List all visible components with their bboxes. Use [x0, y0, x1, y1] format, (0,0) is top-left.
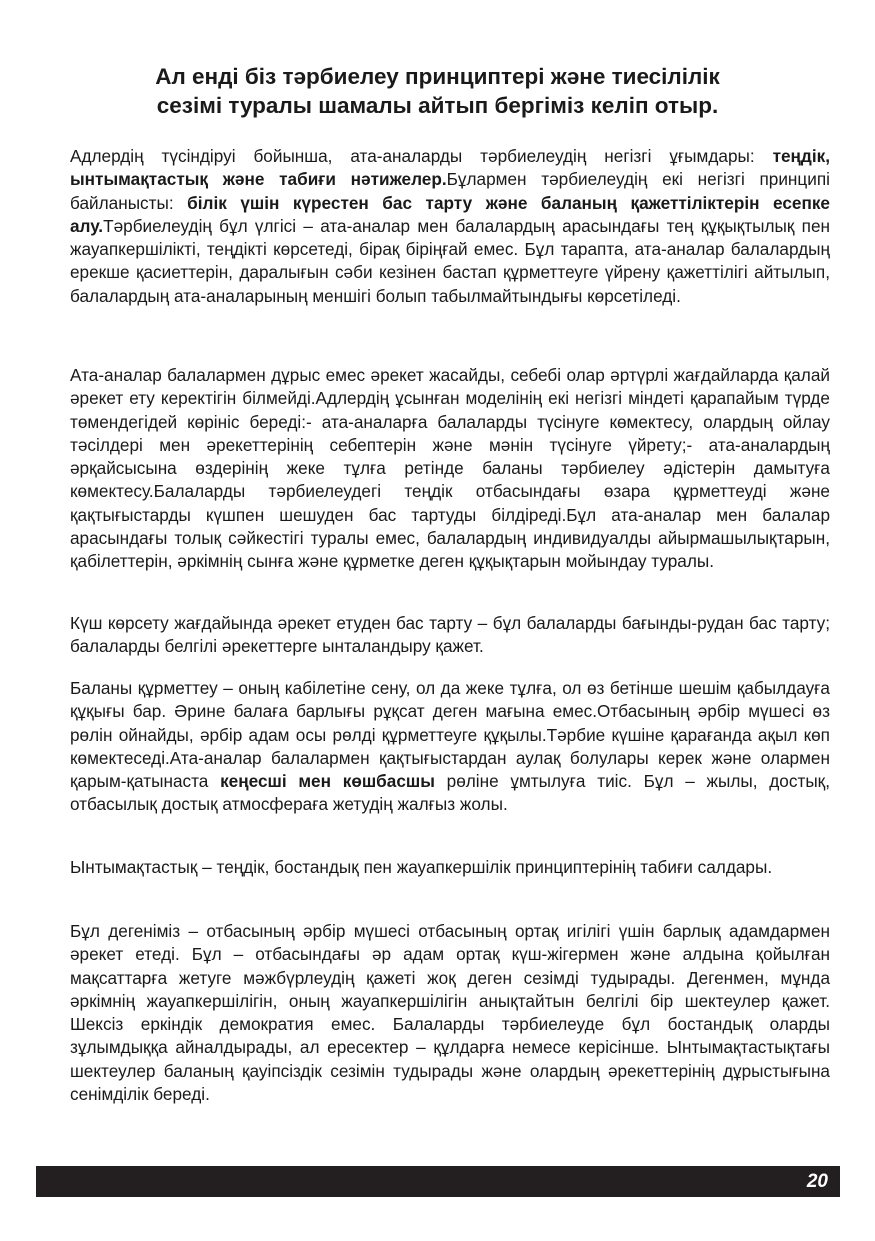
- paragraph-1: [70, 145, 830, 308]
- paragraph-1-bold-b: білік үшін күрестен бас тарту және баланың қажеттіліктерін есепке алу.: [70, 192, 830, 236]
- paragraph-4: [70, 677, 830, 817]
- paragraph-1-bold-a: теңдік, ынтымақтастық және табиғи нәтижелер.: [70, 146, 830, 190]
- page-title: [60, 62, 815, 120]
- paragraph-6: Бұл дегеніміз – отбасының әрбір мүшесі отбасының ортақ игілігі үшін барлық адамдармен әрекет етеді. Бұл – отбасындағы әр адам ортақ күш-жігермен және алдына қойылған мақсаттарға жетуге мәжбүрлеудің қажеті жоқ деген сезімді тудырады. Дегенмен, мұнда әркімнің жауапкершілігін, оның жауапкершілігін анықтайтын белгілі бір шектеулер қажет. Шексіз еркіндік демократия емес. Балаларды тәрбиелеуде бұл бостандық оларды зұлымдыққа айналдырады, ал ересектер – құлдарға немесе керісінше. Ынтымақтастықтағы шектеулер баланың қауіпсіздік сезімін тудырады және олардың әрекеттерінің дұрыстығына сенімділік береді.: [70, 921, 830, 1105]
- paragraph-4-text-b: рөліне ұмтылуға тиіс. Бұл – жылы, достық, отбасылық достық атмосфераға жетудің жалғыз жолы.: [70, 771, 830, 815]
- paragraph-2: Ата-аналар балалармен дұрыс емес әрекет жасайды, себебі олар әртүрлі жағдайларда қалай әрекет ету керектігін білмейді.Адлердің ұсынған моделінің екі негізгі міндеті қарапайым түрде төмендегідей көрініс береді:- ата-аналарға балаларды түсінуге көмектесу, олардың ойлау тәсілдері мен әрекеттерінің себептерін және мәнін түсінуге үйрету;- ата-аналардың әрқайсысына өздерінің жеке тұлға ретінде баланы тәрбиелеу әдістерін дамытуға көмектесу.Балаларды тәрбиелеудегі теңдік отбасындағы өзара құрметтеуді және қақтығыстарды күшпен шешуден бас тартуды білдіреді.Бұл ата-аналар мен балалар арасындағы толық сәйкестігі туралы емес, балалардың индивидуалды айырмашылықтарын, қабілеттерін, әркімнің сынға және құрметке деген құқықтарын мойындау туралы.: [70, 365, 830, 572]
- page-number: 20: [806, 1171, 828, 1192]
- paragraph-1-text-c: Тәрбиелеудің бұл үлгісі – ата-аналар мен балалардың арасындағы тең құқықтылық пен жауапкершілікті, теңдікті көрсетеді, бірақ біріңғай емес. Бұл тарапта, ата-аналар балалардың ерекше қасиеттерін, даралығын сәби кезінен бастап құрметтеуге үйрену қажеттілігі айтылып, балалардың ата-аналарының меншігі болып табылмайтындығы көрсетіледі.: [70, 215, 830, 306]
- footer-bar: [36, 1166, 840, 1197]
- paragraph-4-text-a: Баланы құрметтеу – оның кабілетіне сену, ол да жеке тұлға, ол өз бетінше шешім қабылдауға құқығы бар. Әрине балаға барлығы рұқсат деген мағына емес.Отбасының әрбір мүшесі өз рөлін ойнайды, әрбір адам осы рөлді құрметтеуге құқылы.Тәрбие күшіне қарағанда ақыл көп көмектеседі.Ата-аналар балалармен қақтығыстардан аулақ болулары керек және олармен қарым-қатынаста: [70, 678, 830, 792]
- paragraph-1-text-b: Бұлармен тәрбиелеудің екі негізгі принципі байланысты:: [70, 169, 830, 213]
- paragraph-5: Ынтымақтастық – теңдік, бостандық пен жауапкершілік принциптерінің табиғи салдары.: [70, 857, 773, 877]
- paragraph-4-bold: кеңесші мен көшбасшы: [220, 771, 435, 792]
- paragraph-1-text-a: Адлердің түсіндіруі бойынша, ата-аналарды тәрбиелеудің негізгі ұғымдары:: [70, 146, 773, 166]
- page-title-line-1: Ал енді біз тәрбиелеу принциптері және тиесілілік: [155, 64, 720, 89]
- paragraph-3: Күш көрсету жағдайында әрекет етуден бас тарту – бұл балаларды бағынды-рудан бас тарту; балаларды белгілі әрекеттерге ынталандыру қажет.: [70, 613, 830, 657]
- page-title-line-2: сезімі туралы шамалы айтып бергіміз келіп отыр.: [156, 93, 719, 118]
